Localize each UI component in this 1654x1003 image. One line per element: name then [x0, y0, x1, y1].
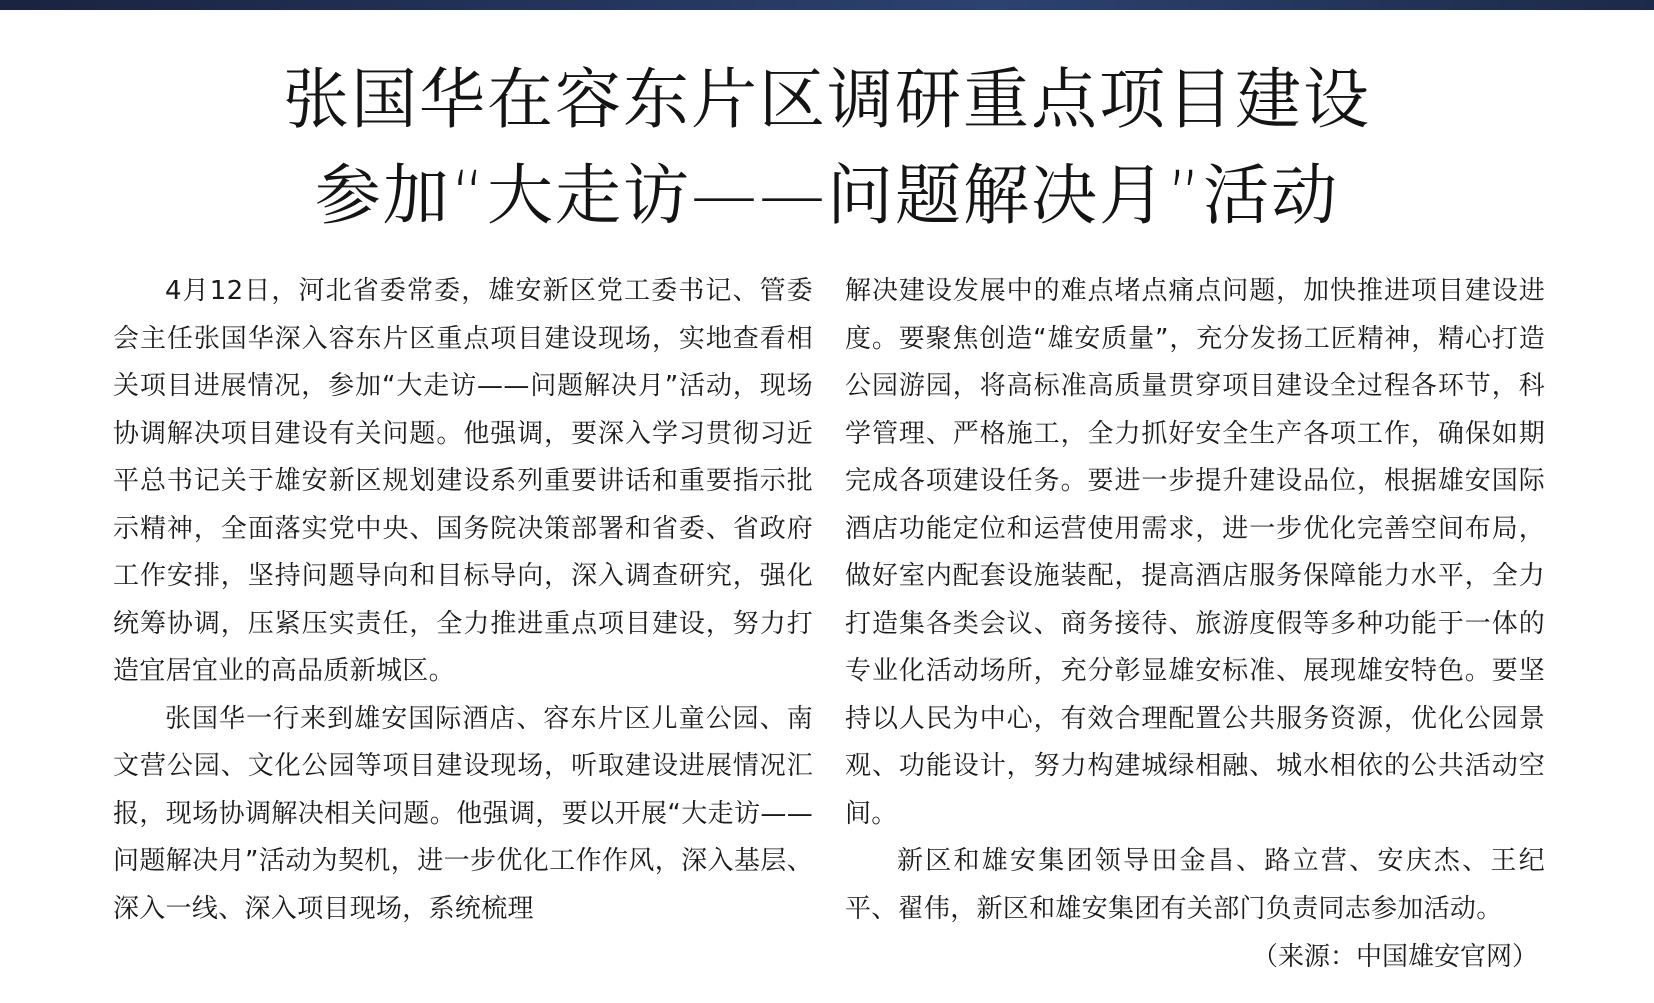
headline-line-2: 参加“大走访——问题解决月”活动 — [314, 157, 1340, 234]
top-banner-bar — [0, 0, 1654, 10]
article-paragraph-2: 张国华一行来到雄安国际酒店、容东片区儿童公园、南文营公园、文化公园等项目建设现场，听取建设进展情况汇报，现场协调解决相关问题。他强调，要以开展“大走访——问题解决月”活动为契机，进一步优化工作作风，深入基层、深入一线、深入项目现场，系统梳理 — [113, 703, 813, 924]
article-paragraph-1: 4月12日，河北省委常委，雄安新区党工委书记、管委会主任张国华深入容东片区重点项目建设现场，实地查看相关项目进展情况，参加“大走访——问题解决月”活动，现场协调解决项目建设有关问题。他强调，要深入学习贯彻习近平总书记关于雄安新区规划建设系列重要讲话和重要指示批示精神，全面落实党中央、国务院决策部署和省委、省政府工作安排，坚持问题导向和目标导向，深入调查研究，强化统筹协调，压紧压实责任，全力推进重点项目建设，努力打造宜居宜业的高品质新城区。 — [113, 276, 813, 686]
article-column-right — [845, 268, 1545, 933]
article-paragraph-2-continued: 解决建设发展中的难点堵点痛点问题，加快推进项目建设进度。要聚焦创造“雄安质量”，充分发扬工匠精神，精心打造公园游园，将高标准高质量贯穿项目建设全过程各环节，科学管理、严格施工，全力抓好安全生产各项工作，确保如期完成各项建设任务。要进一步提升建设品位，根据雄安国际酒店功能定位和运营使用需求，进一步优化完善空间布局，做好室内配套设施装配，提高酒店服务保障能力水平，全力打造集各类会议、商务接待、旅游度假等多种功能于一体的专业化活动场所，充分彰显雄安标准、展现雄安特色。要坚持以人民为中心，有效合理配置公共服务资源，优化公园景观、功能设计，努力构建城绿相融、城水相依的公共活动空间。 — [845, 276, 1545, 829]
article-headline — [0, 52, 1654, 244]
headline-line-1: 张国华在容东片区调研重点项目建设 — [283, 61, 1371, 138]
article-column-left — [113, 268, 813, 933]
article-source: （来源：中国雄安官网） — [1251, 942, 1538, 972]
article-paragraph-3: 新区和雄安集团领导田金昌、路立营、安庆杰、王纪平、翟伟，新区和雄安集团有关部门负责同志参加活动。 — [845, 846, 1545, 924]
